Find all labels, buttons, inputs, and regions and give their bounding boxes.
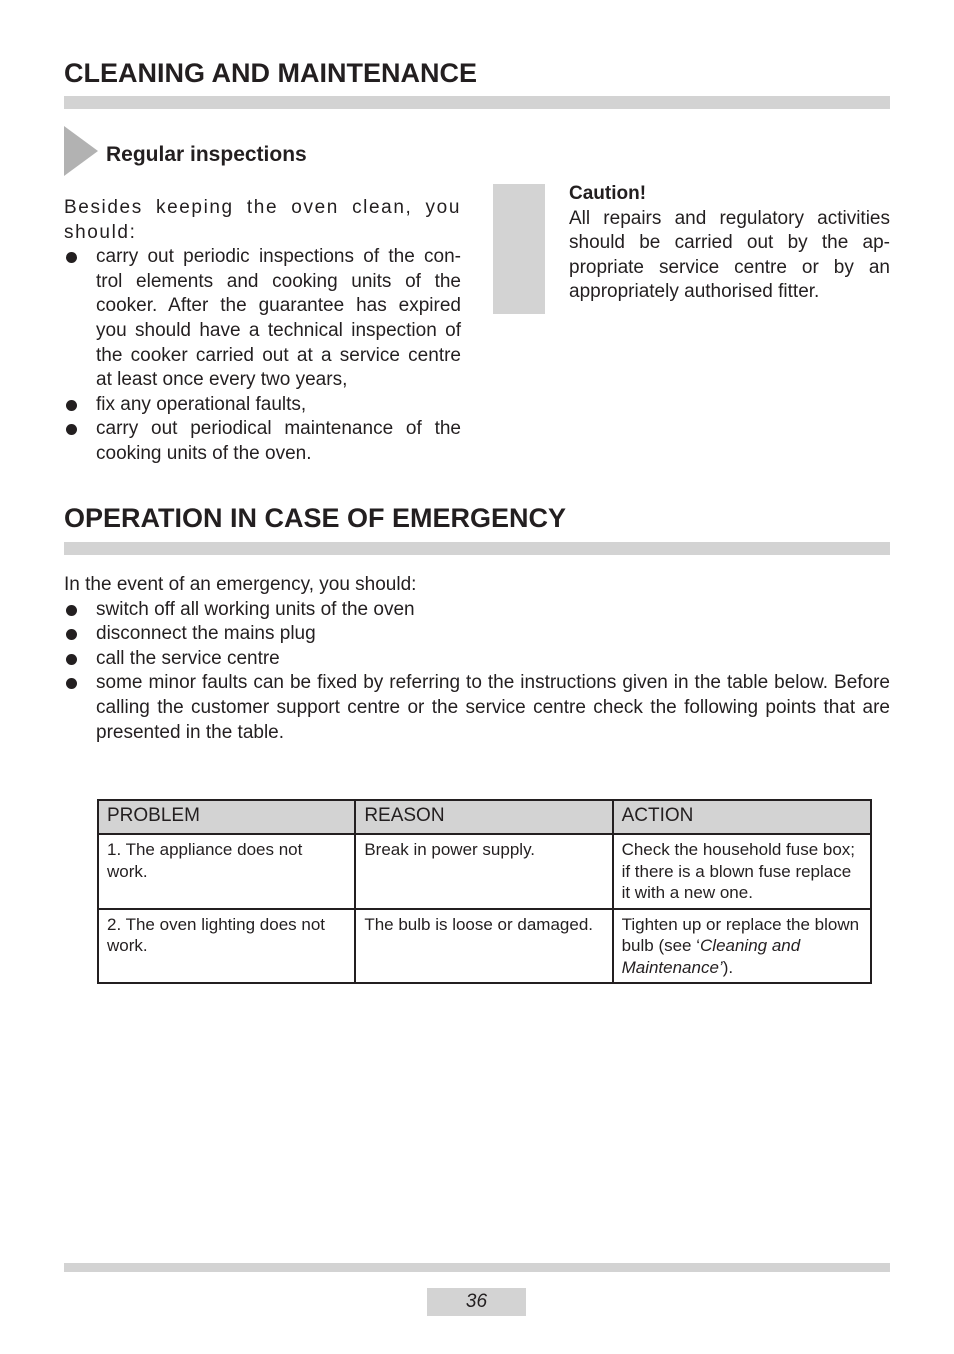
column-header-action: ACTION [613,800,871,834]
action-text: Tighten up or replace the blown bulb (see ‘ [621,914,860,955]
page-number: 36 [427,1288,526,1316]
reason-cell: Break in power supply. [355,834,612,909]
problem-cell: 2. The oven lighting does not work. [98,909,355,984]
action-cell: Check the household fuse box; if there is a blown fuse replace it with a new one. [613,834,871,909]
emergency-list [64,598,890,746]
caution-text: All repairs and regulatory activities should be carried out by the ap-propriate service centre or by an appropriately authorised fitter. [569,207,890,303]
list-item: call the service centre [64,647,890,672]
subheading-regular-inspections: Regular inspections [106,143,307,166]
reason-cell: The bulb is loose or damaged. [355,909,612,984]
action-text-end: ). [722,957,734,977]
list-item: disconnect the mains plug [64,622,890,647]
inspections-intro: Besides keeping the oven clean, you should: [64,197,461,243]
caution-marker [493,184,545,314]
section-divider [64,542,890,555]
troubleshooting-table [97,799,872,984]
manual-section-reference: Cleaning and Maintenance’ [621,936,801,977]
inspections-list [64,245,461,466]
column-header-reason: REASON [355,800,612,834]
list-item: some minor faults can be fixed by referring to the instructions given in the table below. Before calling the customer support centre or the service centre check the following points that are presented in the table. [64,671,890,745]
section-title-emergency: OPERATION IN CASE OF EMERGENCY [64,503,567,533]
list-item: fix any operational faults, [64,393,461,418]
footer-divider [64,1263,890,1272]
table-row [98,834,871,909]
caution-title: Caution! [569,183,647,204]
play-arrow-icon [64,126,98,176]
table-row [98,909,871,984]
inspections-column [64,196,461,467]
caution-note [569,182,890,305]
action-cell [613,909,871,984]
list-item: carry out periodical maintenance of the cooking units of the oven. [64,417,461,466]
emergency-instructions [64,573,890,745]
table-header-row [98,800,871,834]
problem-cell: 1. The appliance does not work. [98,834,355,909]
column-header-problem: PROBLEM [98,800,355,834]
emergency-intro: In the event of an emergency, you should: [64,574,417,595]
section-divider [64,96,890,109]
list-item: carry out periodic inspections of the con-trol elements and cooking units of the cooker. After the guarantee has expired you should have a technical inspection of the cooker carried out at a service centre at least once every two years, [64,245,461,393]
section-title-cleaning: CLEANING AND MAINTENANCE [64,58,477,88]
list-item: switch off all working units of the oven [64,598,890,623]
